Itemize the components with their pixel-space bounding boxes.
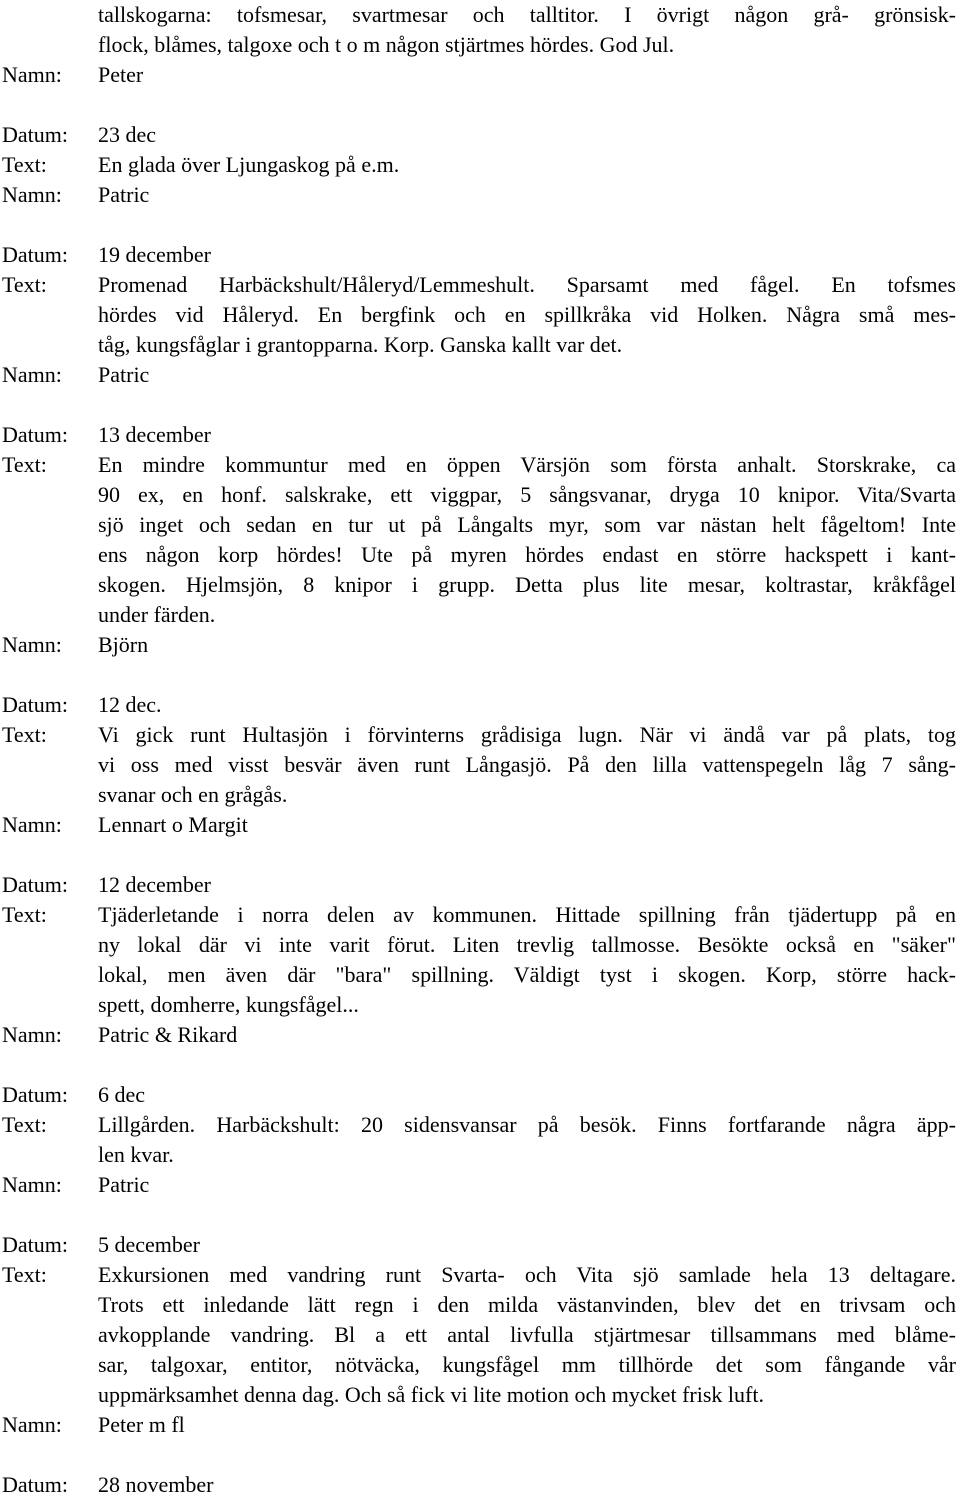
entry-text: flock, blåmes, talgoxe och t o m någon stjärtmes hördes. God Jul. xyxy=(98,32,675,57)
text-label: Text: xyxy=(2,452,47,477)
entry-text: Exkursionen med vandring runt Svarta- och Vita sjö samlade hela 13 deltagare. xyxy=(98,1262,956,1287)
entry-text: uppmärksamhet denna dag. Och så fick vi lite motion och mycket frisk luft. xyxy=(98,1382,764,1407)
entry-text: Promenad Harbäckshult/Håleryd/Lemmeshult. Sparsamt med fågel. En tofsmes xyxy=(98,272,956,297)
entry-datum: 12 december xyxy=(98,872,211,897)
entry-text: Trots ett inledande lätt regn i den milda västanvinden, blev det en trivsam och xyxy=(98,1292,956,1317)
entry-text: len kvar. xyxy=(98,1142,174,1167)
namn-label: Namn: xyxy=(2,362,62,387)
datum-label: Datum: xyxy=(2,1232,68,1257)
datum-label: Datum: xyxy=(2,1472,68,1497)
entry-text: skogen. Hjelmsjön, 8 knipor i grupp. Detta plus lite mesar, koltrastar, kråkfågel xyxy=(98,572,956,597)
text-label: Text: xyxy=(2,272,47,297)
text-label: Text: xyxy=(2,152,47,177)
entry-namn: Lennart o Margit xyxy=(98,812,248,837)
datum-label: Datum: xyxy=(2,692,68,717)
entry-datum: 13 december xyxy=(98,422,211,447)
entry-text: En glada över Ljungaskog på e.m. xyxy=(98,152,400,177)
entry-namn: Patric xyxy=(98,1172,150,1197)
entry-namn: Patric xyxy=(98,362,150,387)
entry-text: tallskogarna: tofsmesar, svartmesar och talltitor. I övrigt någon grå- grönsisk- xyxy=(98,2,956,27)
datum-label: Datum: xyxy=(2,422,68,447)
entry-text: vi oss med visst besvär även runt Långasjö. På den lilla vattenspegeln låg 7 sång- xyxy=(98,752,956,777)
text-label: Text: xyxy=(2,722,47,747)
entry-text: avkopplande vandring. Bl a ett antal livfulla stjärtmesar tillsammans med blåme- xyxy=(98,1322,956,1347)
entry-text: lokal, men även där "bara" spillning. Väldigt tyst i skogen. Korp, större hack- xyxy=(98,962,956,987)
entry-text: Tjäderletande i norra delen av kommunen. Hittade spillning från tjädertupp på en xyxy=(98,902,956,927)
entry-namn: Patric xyxy=(98,182,150,207)
namn-label: Namn: xyxy=(2,1412,62,1437)
entry-namn: Peter xyxy=(98,62,144,87)
entry-text: sar, talgoxar, entitor, nötväcka, kungsfågel mm tillhörde det som fångande vår xyxy=(98,1352,956,1377)
text-label: Text: xyxy=(2,1112,47,1137)
entry-text: hördes vid Håleryd. En bergfink och en spillkråka vid Holken. Några små mes- xyxy=(98,302,956,327)
entry-text: Vi gick runt Hultasjön i förvinterns grådisiga lugn. När vi ändå var på plats, tog xyxy=(98,722,956,747)
namn-label: Namn: xyxy=(2,62,62,87)
entry-namn: Peter m fl xyxy=(98,1412,185,1437)
entry-text: En mindre kommuntur med en öppen Värsjön som första anhalt. Storskrake, ca xyxy=(98,452,956,477)
entry-text: sjö inget och sedan en tur ut på Långalts myr, som var nästan helt fågeltom! Inte xyxy=(98,512,956,537)
entry-namn: Patric & Rikard xyxy=(98,1022,238,1047)
entry-datum: 12 dec. xyxy=(98,692,162,717)
entry-text: under färden. xyxy=(98,602,216,627)
entry-text: svanar och en grågås. xyxy=(98,782,288,807)
entry-text: 90 ex, en honf. salskrake, ett viggpar, 5 sångsvanar, dryga 10 knipor. Vita/Svarta xyxy=(98,482,956,507)
datum-label: Datum: xyxy=(2,1082,68,1107)
entry-datum: 6 dec xyxy=(98,1082,146,1107)
entry-text: spett, domherre, kungsfågel... xyxy=(98,992,359,1017)
entry-datum: 19 december xyxy=(98,242,211,267)
text-label: Text: xyxy=(2,902,47,927)
namn-label: Namn: xyxy=(2,1022,62,1047)
namn-label: Namn: xyxy=(2,1172,62,1197)
datum-label: Datum: xyxy=(2,242,68,267)
text-label: Text: xyxy=(2,1262,47,1287)
entry-text: Lillgården. Harbäckshult: 20 sidensvansar på besök. Finns fortfarande några äpp- xyxy=(98,1112,956,1137)
namn-label: Namn: xyxy=(2,632,62,657)
datum-label: Datum: xyxy=(2,122,68,147)
namn-label: Namn: xyxy=(2,182,62,207)
entry-datum: 23 dec xyxy=(98,122,157,147)
entry-text: ny lokal där vi inte varit förut. Liten trevlig tallmosse. Besökte också en "säker" xyxy=(98,932,956,957)
datum-label: Datum: xyxy=(2,872,68,897)
entry-datum: 5 december xyxy=(98,1232,200,1257)
entry-datum: 28 november xyxy=(98,1472,214,1497)
entry-text: tåg, kungsfåglar i grantopparna. Korp. Ganska kallt var det. xyxy=(98,332,623,357)
namn-label: Namn: xyxy=(2,812,62,837)
entry-namn: Björn xyxy=(98,632,149,657)
entry-text: ens någon korp hördes! Ute på myren hördes endast en större hackspett i kant- xyxy=(98,542,956,567)
